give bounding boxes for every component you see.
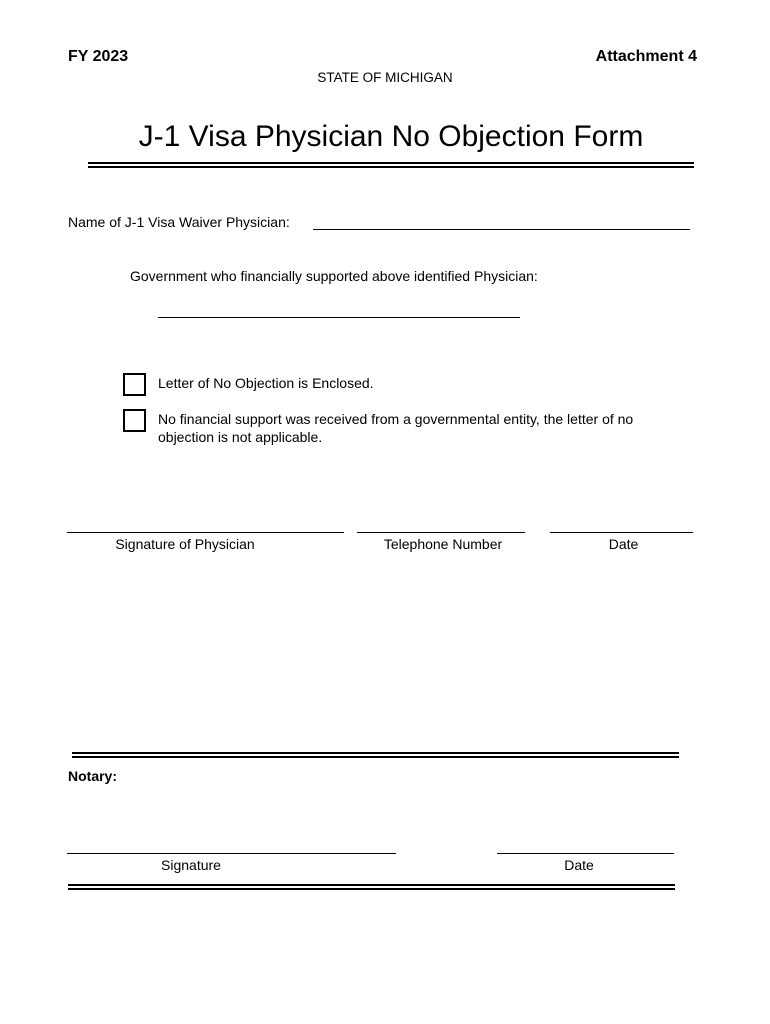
physician-date-label: Date xyxy=(608,536,639,552)
notary-signature-label: Signature xyxy=(161,857,221,873)
no-objection-enclosed-checkbox[interactable] xyxy=(123,373,146,396)
notary-signature-line[interactable] xyxy=(67,853,396,854)
no-financial-support-label: No financial support was received from a governmental entity, the letter of no objection is not applicable. xyxy=(158,411,634,445)
physician-date-line[interactable] xyxy=(550,532,693,533)
no-financial-support-checkbox[interactable] xyxy=(123,409,146,432)
fiscal-year: FY 2023 xyxy=(68,48,129,65)
notary-divider xyxy=(72,752,679,758)
physician-name-label: Name of J-1 Visa Waiver Physician: xyxy=(68,214,290,230)
notary-date-label: Date xyxy=(564,857,594,873)
notary-date-line[interactable] xyxy=(497,853,674,854)
bottom-divider xyxy=(68,884,675,890)
physician-signature-line[interactable] xyxy=(67,532,344,533)
government-label: Government who financially supported above identified Physician: xyxy=(130,268,538,284)
telephone-line[interactable] xyxy=(357,532,525,533)
no-objection-enclosed-label: Letter of No Objection is Enclosed. xyxy=(158,375,374,391)
physician-signature-label: Signature of Physician xyxy=(115,536,255,552)
form-title: J-1 Visa Physician No Objection Form xyxy=(138,120,644,153)
notary-label: Notary: xyxy=(68,768,118,784)
attachment-number: Attachment 4 xyxy=(595,48,697,65)
physician-name-field[interactable] xyxy=(313,229,690,230)
title-divider xyxy=(88,162,694,168)
state-name: STATE OF MICHIGAN xyxy=(317,70,453,85)
telephone-label: Telephone Number xyxy=(383,536,503,552)
government-field[interactable] xyxy=(158,317,520,318)
